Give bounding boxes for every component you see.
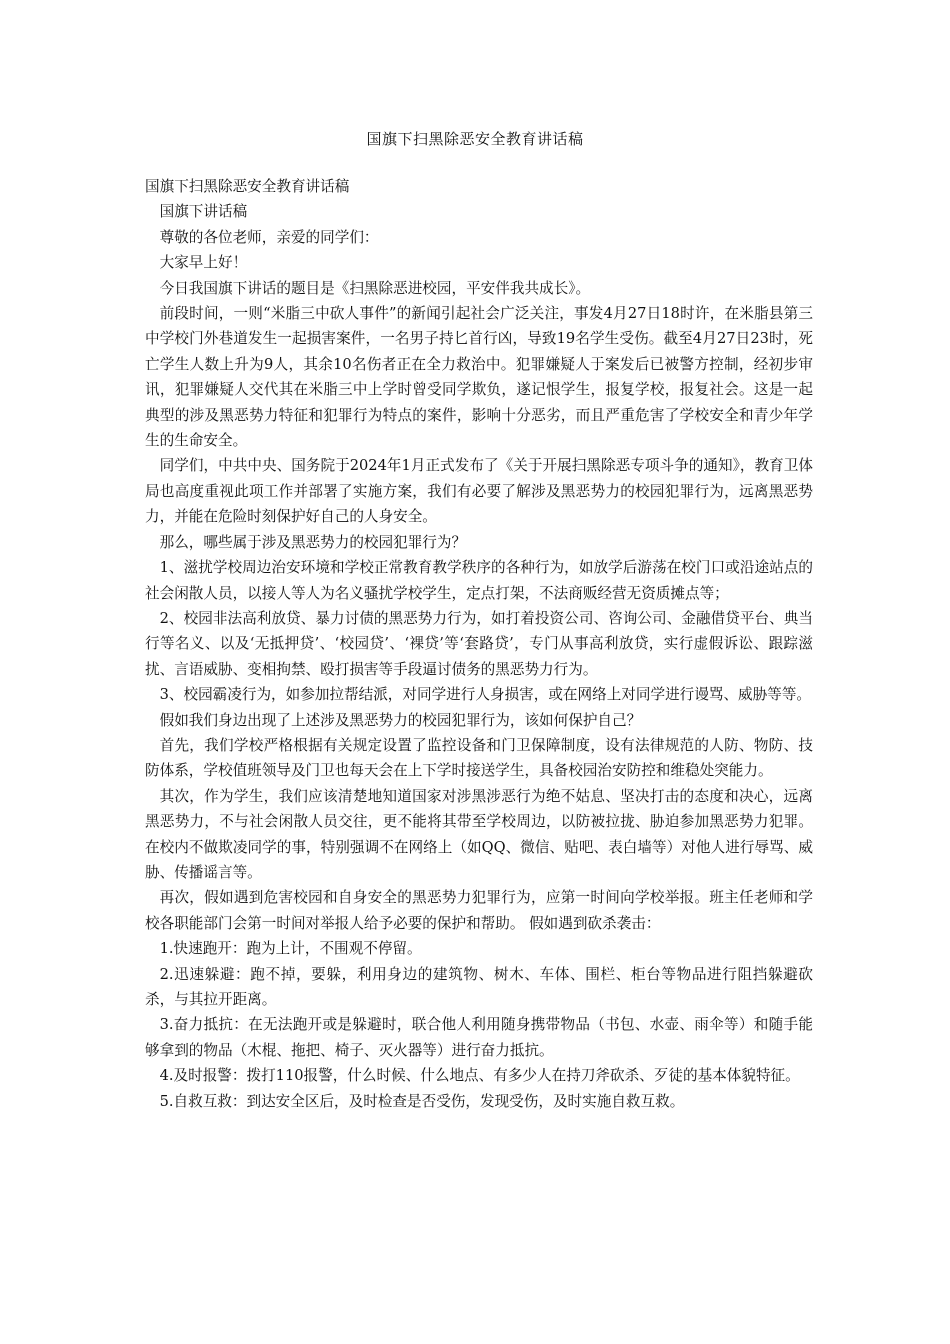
paragraph-policy: 同学们，中共中央、国务院于2024年1月正式发布了《关于开展扫黑除恶专项斗争的通知》，教育卫体局也高度重视此项工作并部署了实施方案，我们有必要了解涉及黑恶势力的校园犯罪行为，远离黑恶势力，并能在危险时刻保护好自己的人身安全。: [145, 457, 813, 526]
paragraph-protect-question: 假如我们身边出现了上述涉及黑恶势力的校园犯罪行为，该如何保护自己？: [159, 711, 642, 729]
paragraph-incident: 前段时间，一则“米脂三中砍人事件”的新闻引起社会广泛关注，事发4月27日18时许，在米脂县第三中学校门外巷道发生一起损害案件，一名男子持匕首行凶，导致19名学生受伤。截至4月27日23时，死亡学生人数上升为9人，其余10名伤者正在全力救治中。犯罪嫌疑人于案发后已被警方控制，经初步审讯，犯罪嫌疑人交代其在米脂三中上学时曾受同学欺负，遂记恨学生，报复学校，报复社会。这是一起典型的涉及黑恶势力特征和犯罪行为特点的案件，影响十分恶劣，而且严重危害了学校安全和青少年学生的生命安全。: [145, 305, 813, 450]
body-heading: 国旗下扫黑除恶安全教育讲话稿: [145, 178, 350, 195]
list-item-tip-1: 1.快速跑开：跑为上计，不围观不停留。: [159, 940, 422, 958]
salutation: 尊敬的各位老师，亲爱的同学们：: [159, 228, 379, 246]
document-body: [145, 174, 813, 1114]
list-item-behavior-1: 1、滋扰学校周边治安环境和学校正常教育教学秩序的各种行为，如放学后游荡在校门口或沿途站点的社会闲散人员，以接人等人为名义骚扰学校学生，定点打架，不法商贩经营无资质摊点等；: [145, 559, 813, 602]
list-item-tip-4: 4.及时报警：拨打110报警，什么时候、什么地点、有多少人在持刀斧砍杀、歹徒的基本体貌特征。: [159, 1067, 800, 1085]
document-title: 国旗下扫黑除恶安全教育讲话稿: [366, 130, 584, 148]
greeting: 大家早上好！: [159, 254, 248, 272]
list-item-behavior-3: 3、校园霸凌行为，如参加拉帮结派，对同学进行人身损害，或在网络上对同学进行谩骂、威胁等等。: [159, 686, 812, 704]
paragraph-question: 那么，哪些属于涉及黑恶势力的校园犯罪行为？: [159, 533, 467, 551]
list-item-tip-3: 3.奋力抵抗：在无法跑开或是躲避时，联合他人利用随身携带物品（书包、水壶、雨伞等）和随手能够拿到的物品（木棍、拖把、椅子、灭火器等）进行奋力抵抗。: [145, 1016, 813, 1059]
list-item-behavior-2: 2、校园非法高利放贷、暴力讨债的黑恶势力行为，如打着投资公司、咨询公司、金融借贷平台、典当行等名义、以及‘无抵押贷’、‘校园贷’、‘裸贷’等‘套路贷’，专门从事高利放贷，实行虚假诉讼、跟踪滋扰、言语威胁、变相拘禁、殴打损害等手段逼讨债务的黑恶势力行为。: [145, 609, 813, 678]
list-item-tip-2: 2.迅速躲避：跑不掉，要躲，利用身边的建筑物、树木、车体、围栏、柜台等物品进行阻挡躲避砍杀，与其拉开距离。: [145, 965, 813, 1008]
list-item-tip-5: 5.自救互救：到达安全区后，及时检查是否受伤，发现受伤，及时实施自救互救。: [159, 1092, 685, 1110]
paragraph-first: 首先，我们学校严格根据有关规定设置了监控设备和门卫保障制度，设有法律规范的人防、物防、技防体系，学校值班领导及门卫也每天会在上下学时接送学生，具备校园治安防控和维稳处突能力。: [145, 736, 813, 780]
speech-label: 国旗下讲话稿: [159, 203, 248, 221]
paragraph-second: 其次，作为学生，我们应该清楚地知道国家对涉黑涉恶行为绝不姑息、坚决打击的态度和决心，远离黑恶势力，不与社会闲散人员交往，更不能将其带至学校周边，以防被拉拢、胁迫参加黑恶势力犯罪。在校内不做欺凌同学的事，特别强调不在网络上（如QQ、微信、贴吧、表白墙等）对他人进行辱骂、威胁、传播谣言等。: [145, 787, 813, 881]
speech-topic: 今日我国旗下讲话的题目是《扫黑除恶进校园，平安伴我共成长》。: [159, 279, 591, 297]
paragraph-third: 再次，假如遇到危害校园和自身安全的黑恶势力犯罪行为，应第一时间向学校举报。班主任老师和学校各职能部门会第一时间对举报人给予必要的保护和帮助。 假如遇到砍杀袭击：: [145, 889, 813, 932]
